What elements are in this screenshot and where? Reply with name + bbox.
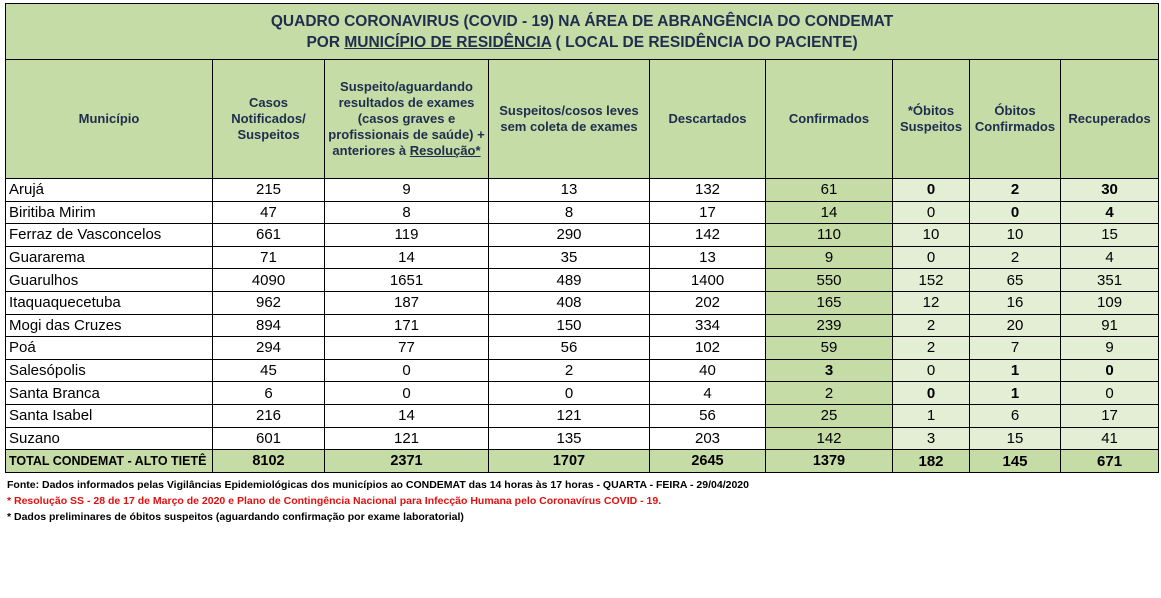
- cell-confirmados: 550: [766, 269, 893, 292]
- cell-municipio: Santa Branca: [6, 382, 213, 405]
- cell-casos: 894: [213, 314, 325, 337]
- cell-obitos-confirmados: 16: [970, 291, 1061, 314]
- cell-suspeito: 77: [325, 337, 489, 360]
- cell-descartados: 56: [650, 404, 766, 427]
- cell-municipio: Guararema: [6, 246, 213, 269]
- table-row: [6, 179, 1159, 202]
- cell-obitos-confirmados: 1: [970, 382, 1061, 405]
- cell-municipio: Arujá: [6, 179, 213, 202]
- cell-obitos-confirmados: 65: [970, 269, 1061, 292]
- cell-suspeito: 0: [325, 382, 489, 405]
- cell-casos: 216: [213, 404, 325, 427]
- cell-confirmados: 61: [766, 179, 893, 202]
- header-suspeito-last-underlined: Resolução*: [409, 143, 481, 158]
- table-row: [6, 291, 1159, 314]
- cell-obitos-confirmados: 7: [970, 337, 1061, 360]
- cell-leves: 150: [489, 314, 650, 337]
- footnotes: [7, 477, 749, 525]
- cell-recuperados: 109: [1061, 291, 1159, 314]
- table-row: [6, 404, 1159, 427]
- total-suspeito: 2371: [325, 450, 489, 473]
- table-row: [6, 337, 1159, 360]
- cell-obitos-confirmados: 6: [970, 404, 1061, 427]
- cell-suspeito: 171: [325, 314, 489, 337]
- cell-casos: 661: [213, 224, 325, 247]
- cell-descartados: 17: [650, 201, 766, 224]
- cell-casos: 294: [213, 337, 325, 360]
- total-recuperados: 671: [1061, 450, 1159, 473]
- cell-descartados: 202: [650, 291, 766, 314]
- cell-leves: 135: [489, 427, 650, 450]
- cell-obitos-suspeitos: 0: [893, 179, 970, 202]
- header-confirmados: Confirmados: [766, 60, 893, 179]
- cell-leves: 0: [489, 382, 650, 405]
- cell-municipio: Biritiba Mirim: [6, 201, 213, 224]
- cell-confirmados: 2: [766, 382, 893, 405]
- cell-confirmados: 142: [766, 427, 893, 450]
- cell-confirmados: 9: [766, 246, 893, 269]
- cell-confirmados: 25: [766, 404, 893, 427]
- cell-recuperados: 30: [1061, 179, 1159, 202]
- cell-municipio: Itaquaquecetuba: [6, 291, 213, 314]
- cell-descartados: 1400: [650, 269, 766, 292]
- header-municipio: Município: [6, 60, 213, 179]
- cell-recuperados: 15: [1061, 224, 1159, 247]
- cell-obitos-suspeitos: 0: [893, 201, 970, 224]
- header-suspeito-line: Suspeito/aguardando: [340, 79, 473, 94]
- cell-municipio: Suzano: [6, 427, 213, 450]
- header-suspeito-line: [325, 143, 488, 159]
- cell-municipio: Ferraz de Vasconcelos: [6, 224, 213, 247]
- cell-recuperados: 4: [1061, 246, 1159, 269]
- header-recuperados: Recuperados: [1061, 60, 1159, 179]
- title-line-1: QUADRO CORONAVIRUS (COVID - 19) NA ÁREA DE ABRANGÊNCIA DO CONDEMAT: [270, 12, 894, 30]
- cell-recuperados: 17: [1061, 404, 1159, 427]
- table-row: [6, 246, 1159, 269]
- cell-recuperados: 0: [1061, 359, 1159, 382]
- cell-obitos-confirmados: 2: [970, 246, 1061, 269]
- cell-municipio: Santa Isabel: [6, 404, 213, 427]
- cell-obitos-confirmados: 20: [970, 314, 1061, 337]
- cell-descartados: 132: [650, 179, 766, 202]
- header-leves: [489, 60, 650, 179]
- cell-confirmados: 165: [766, 291, 893, 314]
- total-confirmados: 1379: [766, 450, 893, 473]
- cell-obitos-confirmados: 2: [970, 179, 1061, 202]
- header-obitos-confirmados: [970, 60, 1061, 179]
- cell-confirmados: 110: [766, 224, 893, 247]
- note-preliminares: * Dados preliminares de óbitos suspeitos (aguardando confirmação por exame laboratorial): [7, 511, 464, 523]
- cell-casos: 47: [213, 201, 325, 224]
- header-suspeito-line: profissionais de saúde) +: [328, 127, 485, 142]
- cell-leves: 2: [489, 359, 650, 382]
- cell-obitos-suspeitos: 2: [893, 314, 970, 337]
- cell-casos: 4090: [213, 269, 325, 292]
- cell-obitos-confirmados: 1: [970, 359, 1061, 382]
- header-casos-line: Casos: [248, 95, 289, 110]
- cell-suspeito: 119: [325, 224, 489, 247]
- cell-leves: 35: [489, 246, 650, 269]
- cell-municipio: Salesópolis: [6, 359, 213, 382]
- cell-casos: 6: [213, 382, 325, 405]
- note-resolucao: * Resolução SS - 28 de 17 de Março de 2020 e Plano de Contingência Nacional para Infecção Humana pelo Coronavírus COVID - 19.: [7, 495, 662, 507]
- header-suspeito: [325, 60, 489, 179]
- cell-recuperados: 91: [1061, 314, 1159, 337]
- cell-obitos-confirmados: 0: [970, 201, 1061, 224]
- cell-obitos-confirmados: 10: [970, 224, 1061, 247]
- note-fonte: Fonte: Dados informados pelas Vigilâncias Epidemiológicas dos municípios ao CONDEMAT das 14 horas às 17 horas - QUARTA - FEIRA - 29/04/2020: [7, 479, 749, 491]
- header-descartados: Descartados: [650, 60, 766, 179]
- cell-recuperados: 9: [1061, 337, 1159, 360]
- cell-descartados: 40: [650, 359, 766, 382]
- cell-obitos-confirmados: 15: [970, 427, 1061, 450]
- cell-leves: 408: [489, 291, 650, 314]
- header-suspeito-line: (casos graves e: [357, 111, 456, 126]
- cell-casos: 215: [213, 179, 325, 202]
- covid-table-container: [5, 3, 1158, 473]
- total-leves: 1707: [489, 450, 650, 473]
- header-leves-line: Suspeitos/cosos leves: [499, 103, 639, 118]
- cell-recuperados: 41: [1061, 427, 1159, 450]
- cell-municipio: Poá: [6, 337, 213, 360]
- cell-descartados: 334: [650, 314, 766, 337]
- table-title: [6, 4, 1159, 60]
- title-line-2-underlined: MUNICÍPIO DE RESIDÊNCIA: [344, 33, 552, 51]
- cell-obitos-suspeitos: 0: [893, 246, 970, 269]
- table-row: [6, 359, 1159, 382]
- title-line-2: [6, 32, 1158, 53]
- header-obitos-confirmados-line: Confirmados: [974, 119, 1056, 134]
- cell-suspeito: 0: [325, 359, 489, 382]
- header-casos-line: Notificados/: [231, 111, 306, 126]
- cell-recuperados: 0: [1061, 382, 1159, 405]
- cell-descartados: 102: [650, 337, 766, 360]
- header-obitos-suspeitos-line: *Óbitos: [907, 103, 955, 118]
- total-label: TOTAL CONDEMAT - ALTO TIETÊ: [6, 450, 213, 473]
- total-descartados: 2645: [650, 450, 766, 473]
- table-row: [6, 224, 1159, 247]
- cell-obitos-suspeitos: 2: [893, 337, 970, 360]
- table-row: [6, 314, 1159, 337]
- cell-suspeito: 121: [325, 427, 489, 450]
- header-suspeito-last-prefix: anteriores à: [332, 143, 410, 158]
- cell-leves: 290: [489, 224, 650, 247]
- cell-obitos-suspeitos: 1: [893, 404, 970, 427]
- cell-obitos-suspeitos: 10: [893, 224, 970, 247]
- header-leves-line: sem coleta de exames: [500, 119, 638, 134]
- cell-descartados: 142: [650, 224, 766, 247]
- table-row: [6, 427, 1159, 450]
- total-obitos-suspeitos: 182: [893, 450, 970, 473]
- cell-obitos-suspeitos: 152: [893, 269, 970, 292]
- total-casos: 8102: [213, 450, 325, 473]
- header-obitos-suspeitos: [893, 60, 970, 179]
- cell-leves: 8: [489, 201, 650, 224]
- cell-obitos-suspeitos: 3: [893, 427, 970, 450]
- cell-leves: 56: [489, 337, 650, 360]
- cell-confirmados: 3: [766, 359, 893, 382]
- header-obitos-suspeitos-line: Suspeitos: [899, 119, 963, 134]
- cell-obitos-suspeitos: 12: [893, 291, 970, 314]
- header-casos: [213, 60, 325, 179]
- cell-suspeito: 9: [325, 179, 489, 202]
- table-row: [6, 269, 1159, 292]
- table-row: [6, 201, 1159, 224]
- cell-descartados: 4: [650, 382, 766, 405]
- cell-descartados: 203: [650, 427, 766, 450]
- cell-obitos-suspeitos: 0: [893, 359, 970, 382]
- cell-casos: 71: [213, 246, 325, 269]
- cell-suspeito: 8: [325, 201, 489, 224]
- cell-recuperados: 4: [1061, 201, 1159, 224]
- cell-casos: 601: [213, 427, 325, 450]
- cell-casos: 962: [213, 291, 325, 314]
- cell-recuperados: 351: [1061, 269, 1159, 292]
- cell-suspeito: 14: [325, 246, 489, 269]
- total-row: [6, 450, 1159, 473]
- title-line-2-prefix: POR: [306, 33, 345, 51]
- cell-confirmados: 14: [766, 201, 893, 224]
- header-suspeito-line: resultados de exames: [338, 95, 475, 110]
- cell-leves: 121: [489, 404, 650, 427]
- cell-suspeito: 14: [325, 404, 489, 427]
- header-casos-line: Suspeitos: [237, 127, 300, 142]
- title-line-2-suffix: ( LOCAL DE RESIDÊNCIA DO PACIENTE): [551, 33, 858, 51]
- cell-casos: 45: [213, 359, 325, 382]
- cell-leves: 489: [489, 269, 650, 292]
- cell-municipio: Guarulhos: [6, 269, 213, 292]
- total-obitos-confirmados: 145: [970, 450, 1061, 473]
- table-row: [6, 382, 1159, 405]
- header-obitos-confirmados-line: Óbitos: [994, 103, 1036, 118]
- cell-suspeito: 1651: [325, 269, 489, 292]
- cell-confirmados: 239: [766, 314, 893, 337]
- cell-municipio: Mogi das Cruzes: [6, 314, 213, 337]
- cell-suspeito: 187: [325, 291, 489, 314]
- cell-leves: 13: [489, 179, 650, 202]
- cell-confirmados: 59: [766, 337, 893, 360]
- covid-table: [5, 3, 1159, 473]
- cell-descartados: 13: [650, 246, 766, 269]
- cell-obitos-suspeitos: 0: [893, 382, 970, 405]
